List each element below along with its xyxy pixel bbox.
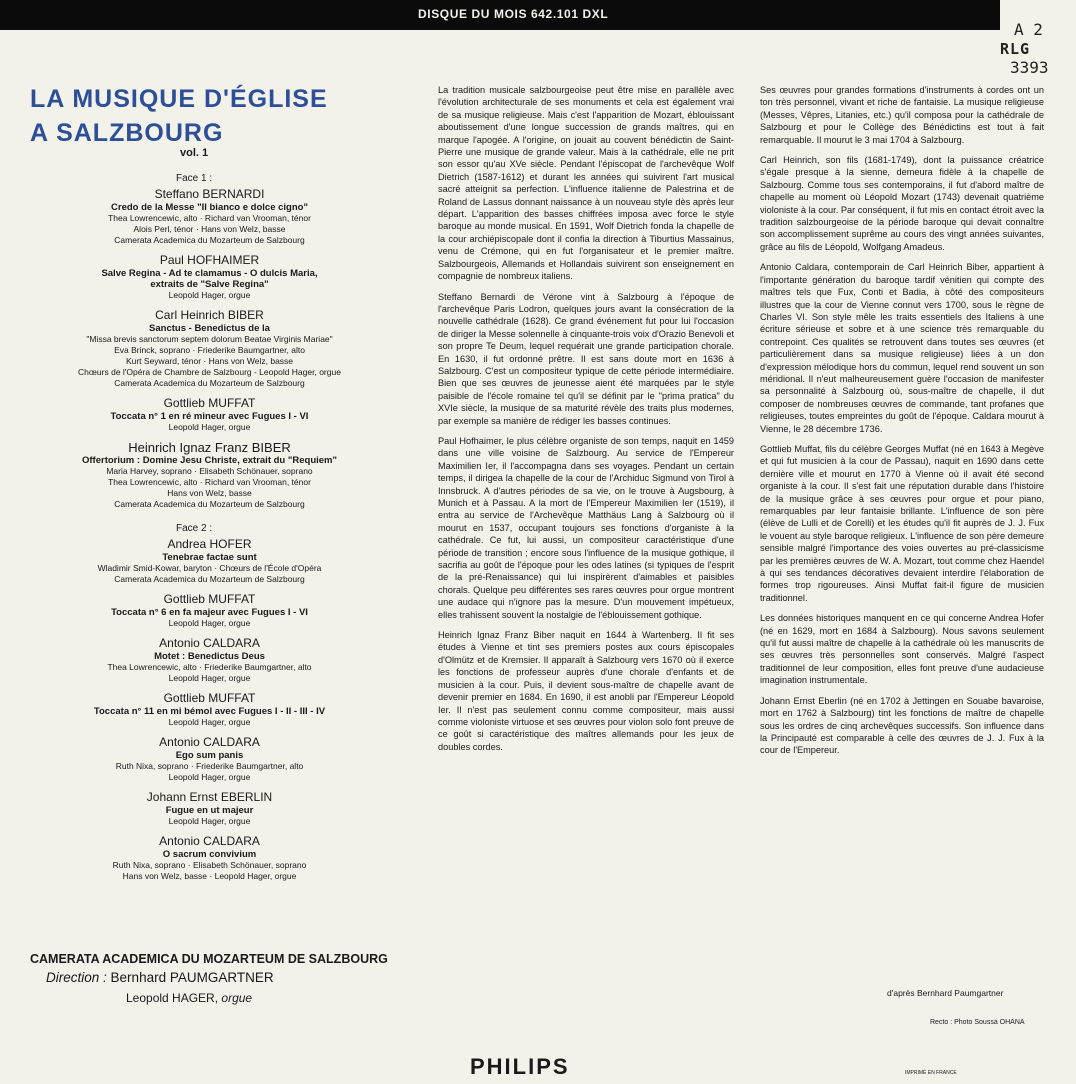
album-title-line: A SALZBOURG <box>30 119 224 147</box>
performers: Leopold Hager, orgue <box>168 618 251 628</box>
composer: Paul HOFHAIMER <box>159 253 260 267</box>
track-entry <box>22 735 397 783</box>
volume-label: vol. 1 <box>180 147 209 159</box>
liner-paragraph: La tradition musicale salzbourgeoise peut être mise en parallèle avec l'évolution architecturale de ses monuments et cela est également vrai de sa musique religieuse. Mais c'est l'apparition de Mozart, éblouissant aboutissement d'une longue succession de grands maîtres, qui en marque l'apogée. A l'origine, on jouait au couvent bénédictin de Saint-Pierre une musique de grande valeur. Mais à la cathédrale, elle ne prit son essor qu'au XVe siècle. Pendant l'épiscopat de l'archevêque Wolf Dietrich (1587-1612) et durant les années qui suivirent l'art musical sacré atteignit sa perfection. L'influence italienne de Palestrina et de Roland de Lassus donnant naissance à un nouveau style dès après leur départ. L'apparition des basses chiffrées imposa avec force le style baroque au monde musical. En 1591, Wolf Dietrich fonda la chapelle de la cour archiépiscopale dont il confia la direction à Tiburtius Massainus, venu de Crémone, qui en fut l'organisateur et le premier maître. Salzbourgeois, Allemands et Hollandais suivirent son enseignement en compagnie de nombreux italiens. <box>438 85 734 282</box>
performers: Leopold Hager, orgue <box>168 673 251 683</box>
photo-credit: Recto : Photo Soussa OHANA <box>930 1019 1025 1026</box>
composer: Gottlieb MUFFAT <box>163 396 256 410</box>
handwritten-mark: A 2 <box>1014 20 1043 39</box>
track-entry <box>22 308 397 389</box>
catalog-number: DISQUE DU MOIS 642.101 DXL <box>418 7 609 21</box>
face-2-label: Face 2 : <box>176 523 213 534</box>
direction-label: Direction : <box>46 970 107 985</box>
piece-title: O sacrum convivium <box>162 849 257 860</box>
track-entry <box>22 396 397 433</box>
performers: Chœurs de l'Opéra de Chambre de Salzbourg - Leopold Hager, orgue <box>78 367 341 377</box>
liner-paragraph: Carl Heinrich, son fils (1681-1749), dont la puissance créatrice s'égale presque à la sienne, demeura fidèle à la chapelle de Salzbourg. Comme tous ses contemporains, il fut d'abord maître de chapelle au moment où Léopold Mozart (1743) devenait quatrième violoniste à la cour. Par conséquent, il fut mis en contact étroit avec la tradition salzbourgeoise de la période baroque qui devait connaître son accomplissement suprême au cours des vingt années suivantes, grâce au fils de Léopold, Wolfgang Amadeus. <box>760 155 1044 252</box>
track-listing <box>22 173 397 889</box>
ensemble-name: CAMERATA ACADEMICA DU MOZARTEUM DE SALZBOURG <box>30 952 388 966</box>
philips-logo: PHILIPS <box>470 1054 570 1079</box>
organist-line <box>30 988 390 1008</box>
performers: Leopold Hager, orgue <box>168 290 251 300</box>
composer: Antonio CALDARA <box>159 834 260 848</box>
performers: Camerata Academica du Mozarteum de Salzbourg <box>114 574 305 584</box>
performers: Ruth Nixa, soprano · Elisabeth Schönauer, soprano <box>112 860 307 870</box>
track-entry <box>22 440 397 510</box>
track-entry <box>22 592 397 629</box>
liner-paragraph: Ses œuvres pour grandes formations d'instruments à cordes ont un ton très personnel, vivant et riche de fantaisie. La musique religieuse (Messes, Vêpres, Litanies, etc.) qu'il composa pour la cathédrale de Salzbourg et pour le Collège des Bénédictins est tout à fait remarquable. Il mourut le 3 mai 1704 à Salzbourg. <box>760 85 1044 145</box>
catalog-banner <box>0 0 1000 30</box>
performers: Camerata Academica du Mozarteum de Salzbourg <box>114 378 305 388</box>
performers: Camerata Academica du Mozarteum de Salzbourg <box>114 499 305 509</box>
track-entry <box>22 691 397 728</box>
composer: Steffano BERNARDI <box>154 187 265 201</box>
performers: Thea Lowrencewic, alto · Richard van Vrooman, ténor <box>108 213 311 223</box>
track-entry <box>22 187 397 246</box>
piece-title: Sanctus - Benedictus de la <box>149 323 270 334</box>
track-entry <box>22 790 397 827</box>
liner-paragraph: Steffano Bernardi de Vérone vint à Salzbourg à l'époque de l'archevêque Paris Lodron, quelques jours avant la consécration de la nouvelle cathédrale (1628). Ce grand événement fut pour lui l'occasion de diriger la Messe solennelle à cinquante-trois voix d'Orazio Benevoli et son propre Te Deum, lequel requérait une grande participation chorale. En 1630, il fut ordonné prêtre. Il est sans doute mort en 1636 à Salzbourg. C'est un compositeur typique de cette période intermédiaire. Bien que ses œuvres de jeunesse aient été marquées par le style paisible de l'école romaine tel qu'il se définit par le "prima pratica" du XVIe siècle, la musique de sa maturité révèle des traits plus modernes, par exemple sa manière de rédiger les basses continues. <box>438 291 734 426</box>
organist-name: Leopold HAGER, <box>126 991 219 1005</box>
composer: Johann Ernst EBERLIN <box>146 790 273 804</box>
piece-title: Salve Regina - Ad te clamamus - O dulcis Maria, <box>101 268 318 279</box>
piece-title: Offertorium : Domine Jesu Christe, extrait du "Requiem" <box>82 455 337 466</box>
performers: Leopold Hager, orgue <box>168 772 251 782</box>
performers: Wladimir Smid-Kowar, baryton · Chœurs de l'École d'Opéra <box>97 563 322 573</box>
piece-title: Toccata n° 6 en fa majeur avec Fugues I - VI <box>111 607 308 618</box>
conductor-line <box>30 968 390 988</box>
fine-print: IMPRIMÉ EN FRANCE <box>905 1070 957 1076</box>
liner-notes-column-2 <box>760 84 1044 765</box>
performers: "Missa brevis sanctorum septem dolorum Beatae Virginis Mariae" <box>86 334 333 344</box>
piece-title: Toccata n° 1 en ré mineur avec Fugues I - VI <box>110 411 309 422</box>
liner-paragraph: Antonio Caldara, contemporain de Carl Heinrich Biber, appartient à l'importante génération du baroque tardif vénitien qui compte des maîtres tels que Fux, Conti et Badia, à côté des compositeurs illustres que la cour de Vienne connut vers 1700, sous le règne de Charles VI. Son style mêle les traits essentiels des Italiens à une écriture sérieuse et sobre et à une science très remarquable du contrepoint. Ces qualités se retrouvent dans toutes ses œuvres (et particulièrement dans sa musique religieuse) liées à un don d'expression mélodique hors du commun, lequel rend souvent un son méridional. Il n'eut malheureusement guère l'occasion de manifester sa personnalité à Salzbourg où, sous-maître de chapelle, il dut composer de nombreuses œuvres de commande, tant profanes que religieuses, toutes empreintes du goût de l'époque. Caldara mourut à Vienne, le 28 décembre 1736. <box>760 262 1044 434</box>
composer: Heinrich Ignaz Franz BIBER <box>128 440 291 455</box>
piece-title: Tenebrae factae sunt <box>162 552 257 563</box>
liner-notes-column-1 <box>438 84 734 761</box>
piece-title: Toccata n° 11 en mi bémol avec Fugues I - II - III - IV <box>93 706 326 717</box>
piece-title: Fugue en ut majeur <box>165 805 254 816</box>
handwritten-mark: RLG <box>1000 40 1031 58</box>
performers: Thea Lowrencewic, alto · Friederike Baumgartner, alto <box>107 662 312 672</box>
performers: Maria Harvey, soprano · Elisabeth Schönauer, soprano <box>106 466 313 476</box>
performers: Ruth Nixa, soprano · Friederike Baumgartner, alto <box>115 761 304 771</box>
composer: Carl Heinrich BIBER <box>155 308 264 322</box>
handwritten-mark: 3393 <box>1010 58 1049 77</box>
liner-paragraph: Gottlieb Muffat, fils du célèbre Georges Muffat (né en 1643 à Megève et qui fut musicien à la cour de Passau), naquit en 1690 dans cette dernière ville et mourut en 1770 à Vienne où il avait été second organiste à la cour. Il s'est fait une réputation durable dans l'histoire de la musique grâce à ses œuvres pour orgue et pour piano, remarquables par leur fantaisie brillante. L'influence de son père (élève de Lulli et de Corelli) et les études qu'il fit auprès de J. J. Fux le vouent au style baroque religieux. L'influence de son père demeure sensible malgré l'importance des voies ouvertes au pré-classicisme par les premières œuvres de W. A. Mozart, tout comme chez Haendel à qui ses tendances décoratives devaient interdire l'élaboration de formes trop rigoureuses. Ainsi Muffat fait-il figure de musicien traditionnel. <box>760 443 1044 603</box>
piece-title: Motet : Benedictus Deus <box>154 651 265 662</box>
conductor-name: Bernhard PAUMGARTNER <box>110 970 274 985</box>
performers: Thea Lowrencewic, alto · Richard van Vrooman, ténor <box>108 477 311 487</box>
piece-title: Ego sum panis <box>175 750 244 761</box>
performers: Kurt Seyward, ténor · Hans von Welz, basse <box>125 356 294 366</box>
performers: Hans von Welz, basse <box>167 488 252 498</box>
composer: Antonio CALDARA <box>159 735 260 749</box>
face-1-label: Face 1 : <box>176 173 213 184</box>
composer: Andrea HOFER <box>167 537 252 551</box>
track-entry <box>22 834 397 882</box>
composer: Antonio CALDARA <box>159 636 260 650</box>
performers: Camerata Academica du Mozarteum de Salzbourg <box>114 235 305 245</box>
liner-paragraph: Johann Ernst Eberlin (né en 1702 à Jettingen en Souabe bavaroise, mort en 1762 à Salzbourg) tint les fonctions de maître de chapelle sous les ordres de cinq archevêques successifs. Son influence dans la Principauté est comparable à celle des œuvres de J. J. Fux à la cour de l'Empereur. <box>760 695 1044 756</box>
piece-title: extraits de "Salve Regina" <box>150 279 269 290</box>
ensemble-credits <box>30 950 390 1008</box>
performers: Leopold Hager, orgue <box>168 717 251 727</box>
composer: Gottlieb MUFFAT <box>163 592 256 606</box>
track-entry <box>22 636 397 684</box>
performers: Eva Brinck, soprano · Friederike Baumgartner, alto <box>114 345 305 355</box>
performers: Leopold Hager, orgue <box>168 816 251 826</box>
liner-paragraph: Heinrich Ignaz Franz Biber naquit en 1644 à Wartenberg. Il fit ses études à Vienne et tint ses premiers postes aux cours épiscopales d'Olmütz et de Kremsier. Il apparaît à Salzbourg vers 1670 où il exerce les fonctions de professeur auprès d'une chorale d'enfants et de musicien à la cour. Puis, il devient sous-maître de chapelle avant de devenir premier en 1684. En 1690, il est anobli par l'Empereur Léopold Ier. Il n'est pas seulement connu comme compositeur, mais aussi comme violoniste virtuose et ses œuvres pour violon solo font preuve de ce goût si caractéristique des maîtres allemands pour les jeux de doubles cordes. <box>438 630 734 752</box>
album-title-line: LA MUSIQUE D'ÉGLISE <box>30 85 328 113</box>
notes-signature: d'après Bernhard Paumgartner <box>887 988 1004 998</box>
track-entry <box>22 537 397 585</box>
track-entry <box>22 253 397 301</box>
performers: Leopold Hager, orgue <box>168 422 251 432</box>
piece-title: Credo de la Messe "Il bianco e dolce cigno" <box>111 202 308 213</box>
album-title <box>30 82 328 150</box>
composer: Gottlieb MUFFAT <box>163 691 256 705</box>
performers: Hans von Welz, basse · Leopold Hager, orgue <box>122 871 297 881</box>
liner-paragraph: Paul Hofhaimer, le plus célèbre organiste de son temps, naquit en 1459 dans une ville voisine de Salzbourg. Au service de l'Empereur Maximilien Ier, il l'accompagna dans ses voyages. Pendant un certain temps, il dirigea la chapelle de la cour de l'Archiduc Sigmund von Tirol à Innsbruck. A d'autres périodes de sa vie, on le trouve à Augsbourg, à Munich et à Passau. A la mort de l'Empereur Maximilien Ier (1519), il entra au service de l'Archevêque Matthäus Lang à Salzbourg où il mourut en 1537, occupant toujours ses fonctions d'organiste à la cathédrale. Ce fut, lui aussi, un compositeur caractéristique d'une période de transition ; encore sous l'influence de la musique gothique, il sacrifia au goût de l'époque pour les odes latines (si typiques de l'esprit de la pré-Renaissance) qui lui inspirèrent d'aimables et paisibles chorals. Quelque peu différentes ses rares œuvres pour orgue montrent une audace qui n'ignore pas la mesure. D'un mouvement impétueux, elles trahissent souvent la nostalgie de l'éblouissement gothique. <box>438 435 734 620</box>
performers: Alois Perl, ténor · Hans von Welz, basse <box>133 224 286 234</box>
organist-role: orgue <box>221 991 253 1005</box>
liner-paragraph: Les données historiques manquent en ce qui concerne Andrea Hofer (né en 1629, mort en 1684 à Salzbourg). Nous savons seulement qu'il fut aussi maître de chapelle à la cathédrale où les manuscrits de ses œuvres très personnelles sont conservés. Malgré l'aspect traditionnel de leur composition, elles font preuve d'une audacieuse imagination instrumentale. <box>760 613 1044 686</box>
